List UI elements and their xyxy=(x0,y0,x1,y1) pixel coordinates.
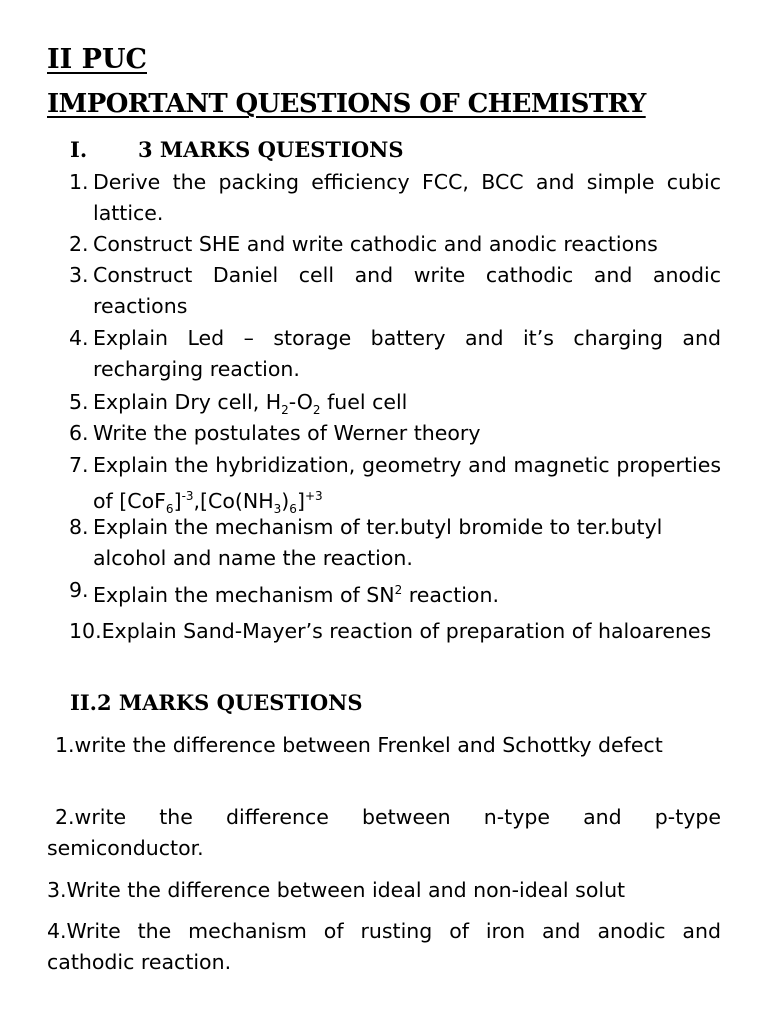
question-2m-1: 1.write the difference between Frenkel and Schottky defect xyxy=(55,733,663,757)
question-3m-2 xyxy=(69,229,721,260)
question-2m-3: 3.Write the difference between ideal and non-ideal solut xyxy=(47,878,626,902)
section-2-heading: II.2 MARKS QUESTIONS xyxy=(70,690,363,715)
section-1-roman: I. xyxy=(70,137,88,162)
question-number: 10. xyxy=(69,619,102,643)
question-number: 5. xyxy=(69,390,89,414)
question-text: Explain Dry cell, $H_2-O_2$ fuel cell xyxy=(93,390,408,418)
question-text: Explain the mechanism of ter.butyl bromide to ter.butyl alcohol and name the reaction. xyxy=(93,515,663,570)
question-3m-6 xyxy=(69,418,721,449)
question-text: Construct SHE and write cathodic and anodic reactions xyxy=(93,232,658,256)
question-text: Explain Led – storage battery and it’s charging and recharging reaction. xyxy=(93,326,721,381)
question-text: Explain Sand-Mayer’s reaction of preparation of haloarenes xyxy=(101,619,712,643)
section-1-heading: 3 MARKS QUESTIONS xyxy=(138,137,404,162)
question-text: Construct Daniel cell and write cathodic and anodic reactions xyxy=(93,263,721,318)
question-text: Write the postulates of Werner theory xyxy=(93,421,481,445)
question-number: 2. xyxy=(69,232,89,256)
page-title-course: II PUC xyxy=(47,44,147,75)
question-3m-10 xyxy=(69,616,721,647)
question-3m-4 xyxy=(69,323,721,385)
question-number: 7. xyxy=(69,453,89,477)
question-2m-2: 2.write the difference between n-type and p-type semiconductor. xyxy=(47,805,721,860)
question-3m-3 xyxy=(69,260,721,322)
question-number: 1. xyxy=(69,170,89,194)
question-text: Explain the hybridization, geometry and magnetic properties of $[CoF_6]^{-3},[Co(NH_3)_6]^{+3}$ xyxy=(93,453,721,516)
question-number: 6. xyxy=(69,421,89,445)
question-number: 4. xyxy=(69,326,89,350)
question-3m-1 xyxy=(69,167,721,229)
question-text: Explain the mechanism of $SN^2$ reaction. xyxy=(93,582,499,607)
question-number: 9. xyxy=(69,578,89,602)
question-number: 8. xyxy=(69,515,89,539)
question-text: Derive the packing efficiency FCC, BCC and simple cubic lattice. xyxy=(93,170,721,225)
question-3m-9 xyxy=(69,575,721,611)
question-2m-4: 4.Write the mechanism of rusting of iron and anodic and cathodic reaction. xyxy=(47,919,721,974)
question-3m-8 xyxy=(69,512,721,574)
question-number: 3. xyxy=(69,263,89,287)
page-title-subject: IMPORTANT QUESTIONS OF CHEMISTRY xyxy=(47,89,646,119)
